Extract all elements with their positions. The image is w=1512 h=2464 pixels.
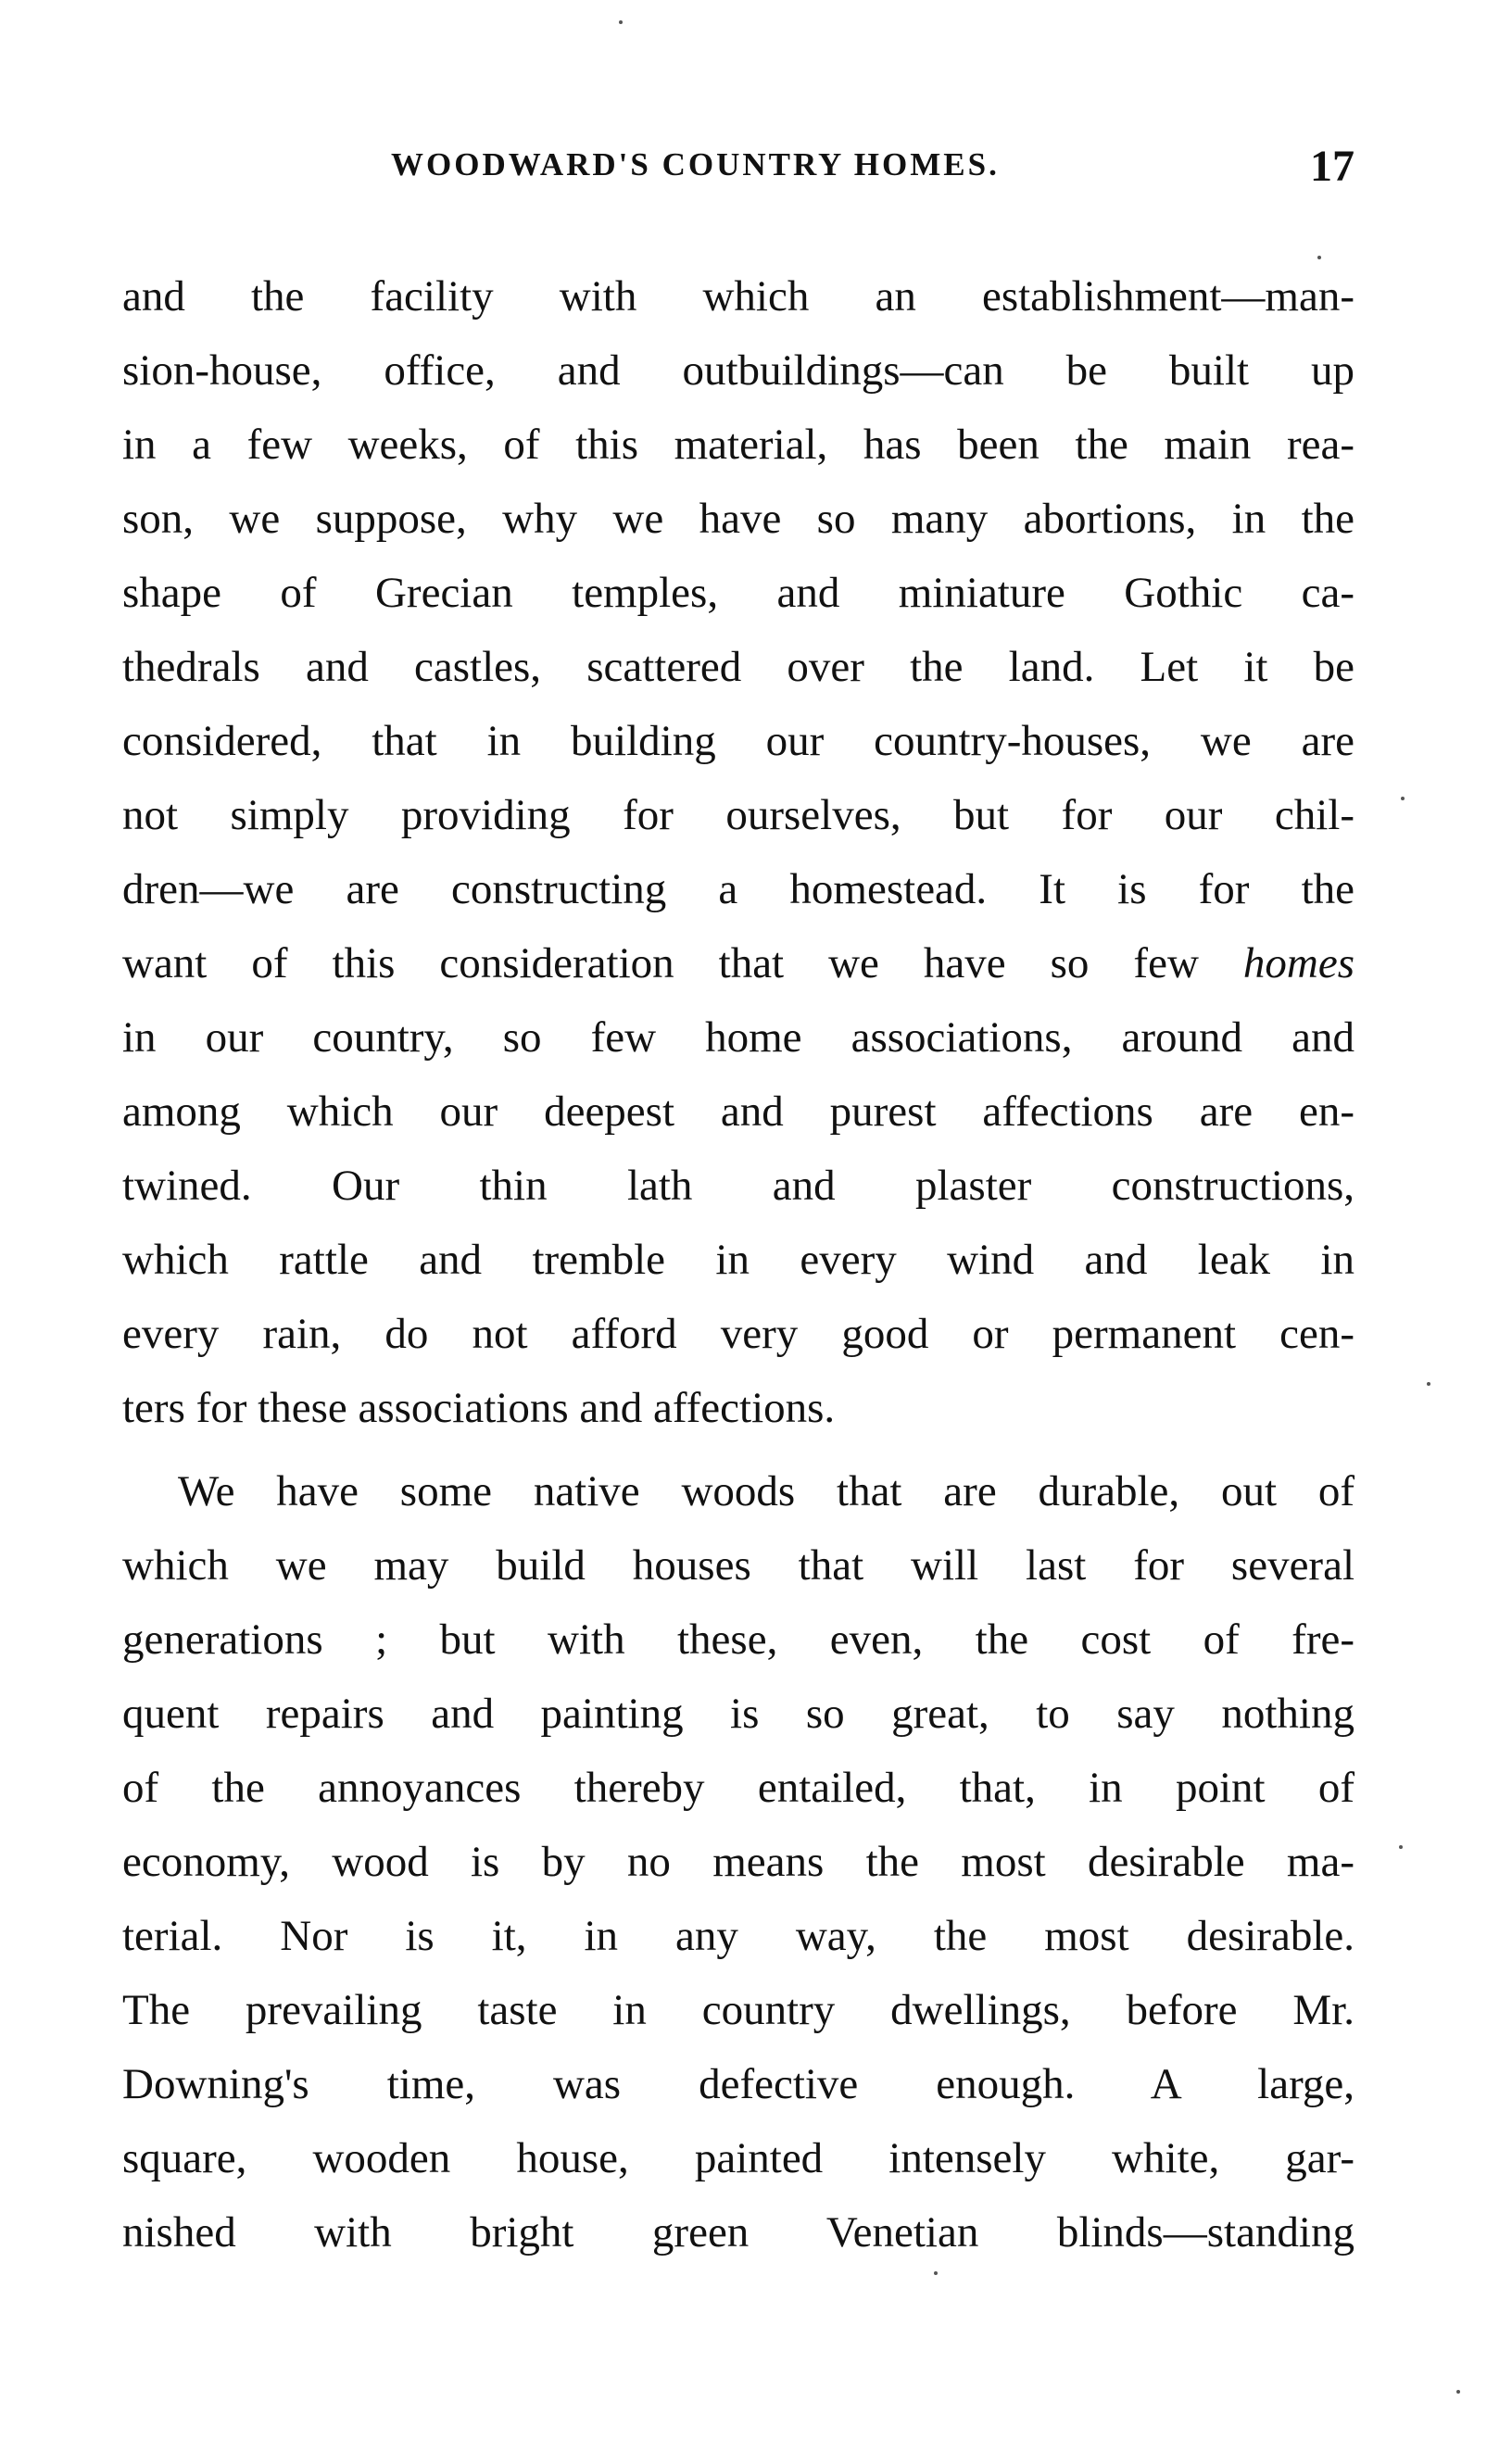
- paper-speck: [934, 2271, 938, 2275]
- body-text: [122, 259, 1354, 2269]
- text-line: square, wooden house, painted intensely white, gar-: [122, 2134, 1354, 2182]
- text-line: sion-house, office, and outbuildings—can be built up: [122, 346, 1354, 395]
- text-line: in our country, so few home associations, around and: [122, 1013, 1354, 1062]
- paper-speck: [1401, 797, 1405, 800]
- paragraph-1: [122, 259, 1354, 1445]
- paper-speck: [1427, 1382, 1430, 1386]
- text-line: which we may build houses that will last for several: [122, 1541, 1354, 1590]
- text-line: of the annoyances thereby entailed, that, in point of: [122, 1764, 1354, 1812]
- italic-emphasis: homes: [1242, 939, 1354, 987]
- paragraph-2: [122, 1454, 1354, 2269]
- text-line: not simply providing for ourselves, but for our chil-: [122, 791, 1354, 839]
- text-line-with-italic: [122, 926, 1354, 1000]
- text-line: among which our deepest and purest affections are en-: [122, 1087, 1354, 1136]
- text-line: thedrals and castles, scattered over the land. Let it be: [122, 643, 1354, 691]
- text-line: every rain, do not afford very good or permanent cen-: [122, 1310, 1354, 1358]
- paper-speck: [619, 20, 623, 24]
- text-line: We have some native woods that are durable, out of: [178, 1467, 1354, 1515]
- text-line: twined. Our thin lath and plaster constructions,: [122, 1162, 1354, 1210]
- text-line: in a few weeks, of this material, has been the main rea-: [122, 421, 1354, 469]
- paragraph-gap: [122, 1445, 1354, 1454]
- text-line: generations ; but with these, even, the cost of fre-: [122, 1615, 1354, 1664]
- text-line: The prevailing taste in country dwellings, before Mr.: [122, 1986, 1354, 2034]
- text-line: considered, that in building our country-houses, we are: [122, 717, 1354, 765]
- paper-speck: [1317, 256, 1321, 259]
- text-line: and the facility with which an establishment—man-: [122, 272, 1354, 321]
- running-head: [122, 142, 1354, 202]
- text-line: shape of Grecian temples, and miniature Gothic ca-: [122, 569, 1354, 617]
- text-line-part: want of this consideration that we have so few: [122, 939, 1243, 987]
- text-line: nished with bright green Venetian blinds—standing: [122, 2208, 1354, 2257]
- text-line: terial. Nor is it, in any way, the most desirable.: [122, 1912, 1354, 1960]
- text-line: quent repairs and painting is so great, to say nothing: [122, 1690, 1354, 1738]
- text-line: son, we suppose, why we have so many abortions, in the: [122, 495, 1354, 543]
- paper-speck: [1456, 2390, 1460, 2394]
- page-number: 17: [1310, 142, 1354, 191]
- text-line: Downing's time, was defective enough. A large,: [122, 2060, 1354, 2108]
- paper-speck: [1399, 1845, 1403, 1849]
- text-line: which rattle and tremble in every wind and leak in: [122, 1236, 1354, 1284]
- text-line: dren—we are constructing a homestead. It is for the: [122, 865, 1354, 913]
- running-title: WOODWARD'S COUNTRY HOMES.: [391, 146, 1000, 182]
- text-line: ters for these associations and affections.: [122, 1384, 836, 1432]
- text-line: economy, wood is by no means the most desirable ma-: [122, 1838, 1354, 1886]
